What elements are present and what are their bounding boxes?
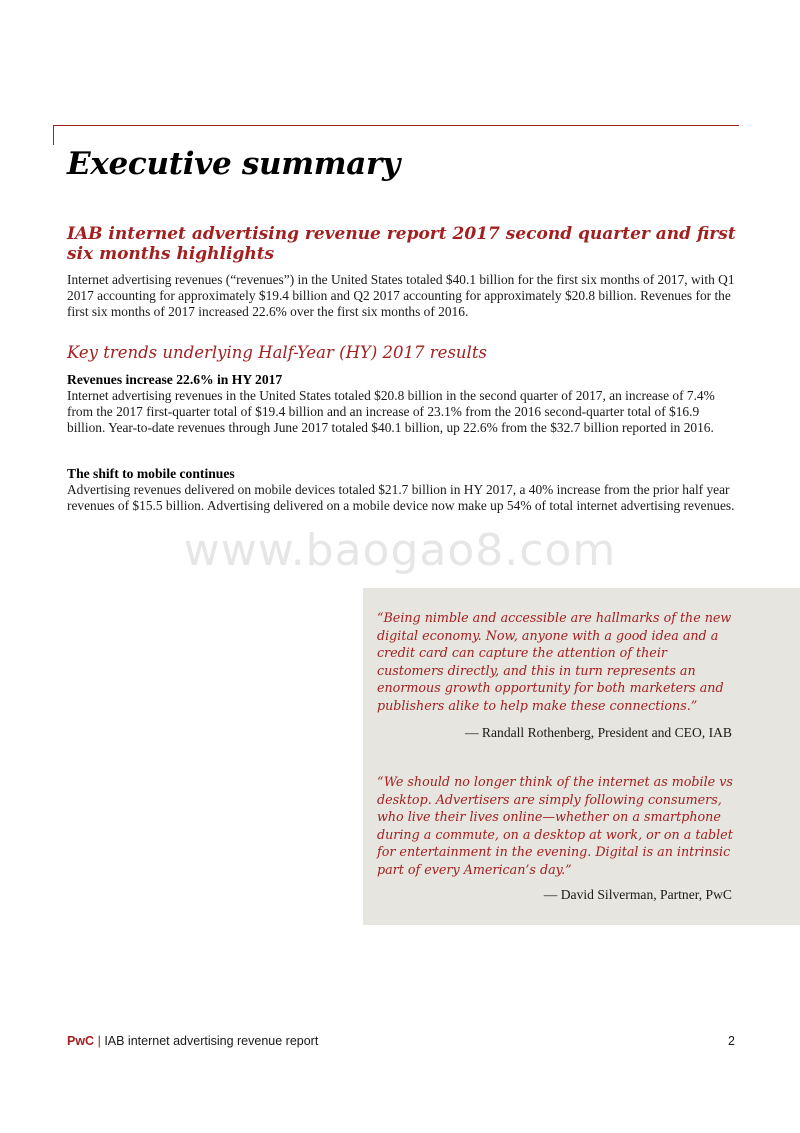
quote-silverman: “We should no longer think of the internet as mobile vs desktop. Advertisers are simply following consumers, who live their lives online—whether on a smartphone during a commute, on a desktop at work, or on a tablet for entertainment in the evening. Digital is an intrinsic part of every American’s day.” [377,774,733,877]
header-rule-left [53,125,54,145]
page-footer [67,1034,735,1048]
trend-mobile-title: The shift to mobile continues [67,466,235,481]
attribution-silverman: — David Silverman, Partner, PwC [543,887,732,902]
trend-mobile-paragraph: Advertising revenues delivered on mobile devices totaled $21.7 billion in HY 2017, a 40% increase from the prior half year revenues of $15.5 billion. Advertising delivered on a mobile device now make up 54% of total internet advertising revenues. [67,482,735,514]
page-title: Executive summary [67,146,400,182]
attribution-rothenberg: — Randall Rothenberg, President and CEO, IAB [464,725,732,740]
trend-revenue-title: Revenues increase 22.6% in HY 2017 [67,372,283,387]
page-number: 2 [728,1034,735,1048]
watermark: www.baogao8.com [183,525,617,576]
quote-rothenberg: “Being nimble and accessible are hallmarks of the new digital economy. Now, anyone with a good idea and a credit card can capture the attention of their customers directly, and this in turn represents an enormous growth opportunity for both marketers and publishers alike to help make these connections.” [377,610,732,713]
trends-heading: Key trends underlying Half-Year (HY) 2017 results [67,343,487,362]
footer-brand: PwC [67,1034,95,1048]
trend-revenue-paragraph: Internet advertising revenues in the United States totaled $20.8 billion in the second quarter of 2017, an increase of 7.4% from the 2017 first-quarter total of $19.4 billion and an increase of 23.1% from the 2016 second-quarter total of $16.9 billion. Year-to-date revenues through June 2017 totaled $40.1 billion, up 22.6% from the $32.7 billion reported in 2016. [67,388,715,436]
footer-report-name: IAB internet advertising revenue report [104,1034,319,1048]
footer-separator: | [97,1034,101,1048]
highlights-paragraph: Internet advertising revenues (“revenues”) in the United States totaled $40.1 billion for the first six months of 2017, with Q1 2017 accounting for approximately $19.4 billion and Q2 2017 accounting for approximately $20.8 billion. Revenues for the first six months of 2017 increased 22.6% over the first six months of 2016. [67,272,735,320]
header-rule-top [53,125,739,126]
highlights-heading: IAB internet advertising revenue report 2017 second quarter and first six months highlights [67,224,736,264]
